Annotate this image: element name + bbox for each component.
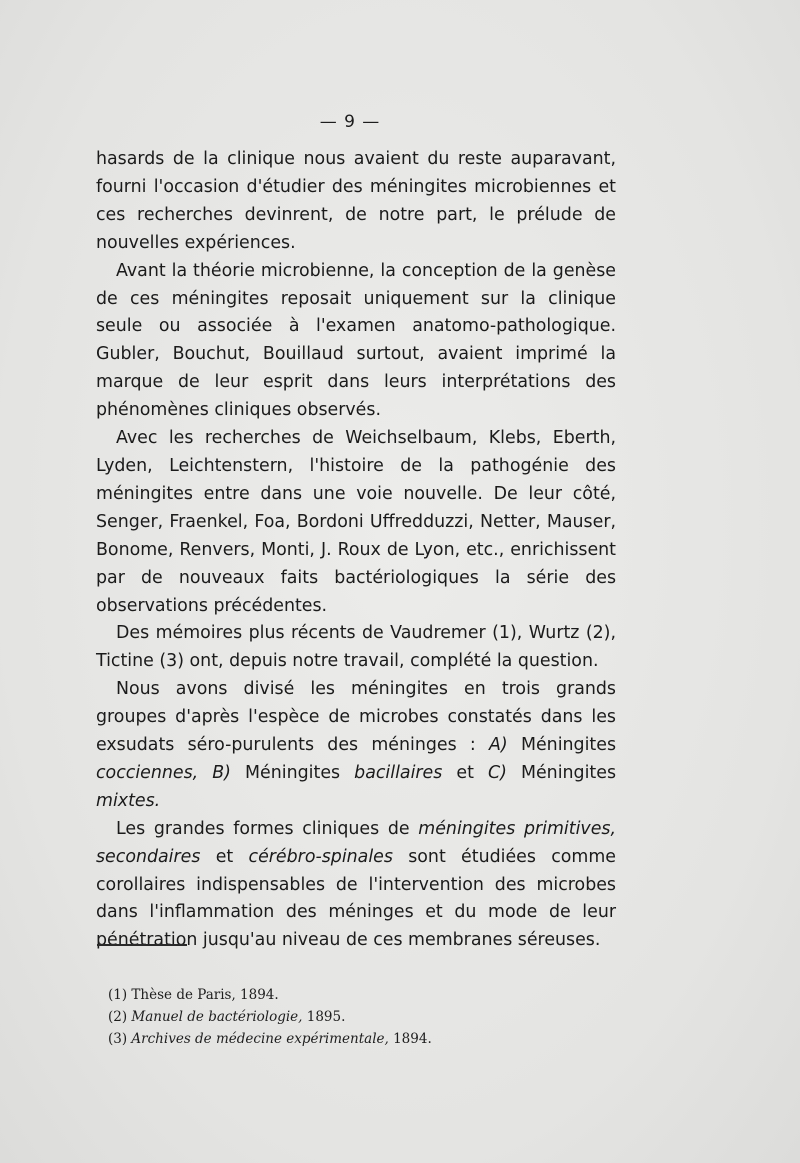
footnote: [108, 984, 528, 1006]
paragraph: [96, 816, 616, 956]
italic-text: bacillaires: [354, 762, 443, 783]
italic-text: C): [487, 762, 507, 783]
page-number: — 9 —: [319, 112, 381, 132]
text-run: Méningites: [506, 762, 617, 783]
paragraph: [96, 146, 616, 258]
text-run: hasards de la clinique nous avaient du reste auparavant, fourni l'occasion d'étudier des méningites microbiennes et ces recherches devinrent, de notre part, le prélude de nouvelles expériences.: [96, 149, 616, 253]
text-run: 1894.: [388, 1031, 432, 1047]
footnote-marker: (3): [108, 1031, 128, 1047]
text-run: et: [200, 846, 249, 867]
body-text: [96, 146, 616, 955]
text-run: sont étudiées comme corollaires indispensables de l'intervention des microbes dans l'inflammation des méninges et du mode de leur pénétration jusqu'au niveau de ces membranes séreuses.: [96, 846, 616, 951]
text-run: Méningites: [507, 735, 617, 756]
paragraph: [96, 258, 616, 425]
footnote: [108, 1028, 528, 1050]
text-run: Les grandes formes cliniques de: [116, 818, 419, 839]
italic-text: Archives de médecine expérimentale,: [131, 1031, 389, 1047]
paragraph: [96, 425, 616, 620]
italic-text: cérébro-spinales: [248, 846, 393, 867]
italic-text: cocciennes, B): [96, 762, 231, 783]
footnote-divider: [97, 944, 187, 946]
footnote-marker: (1): [108, 987, 128, 1003]
text-run: Nous avons divisé les méningites en trois grands groupes d'après l'espèce de microbes constatés dans les exsudats séro-purulents des méninges :: [96, 679, 616, 756]
italic-text: A): [489, 735, 508, 756]
italic-text: mixtes.: [96, 790, 161, 811]
text-run: 1895.: [302, 1009, 346, 1025]
text-run: et: [442, 762, 488, 783]
footnote: [108, 1006, 528, 1028]
text-run: Méningites: [230, 762, 355, 783]
text-run: Avec les recherches de Weichselbaum, Klebs, Eberth, Lyden, Leichtenstern, l'histoire de la pathogénie des méningites entre dans une voie nouvelle. De leur côté, Senger, Fraenkel, Foa, Bordoni Uffredduzzi, Netter, Mauser, Bonome, Renvers, Monti, J. Roux de Lyon, etc., enrichissent par de nouveaux faits bactériologiques la série des observations précédentes.: [96, 428, 616, 616]
footnote-marker: (2): [108, 1009, 128, 1025]
text-run: Avant la théorie microbienne, la conception de la genèse de ces méningites reposait uniquement sur la clinique seule ou associée à l'examen anatomo-pathologique. Gubler, Bouchut, Bouillaud surtout, avaient imprimé la marque de leur esprit dans leurs interprétations des phénomènes cliniques observés.: [96, 260, 616, 421]
paragraph: [96, 620, 616, 676]
text-run: Thèse de Paris, 1894.: [127, 987, 279, 1003]
text-run: Des mémoires plus récents de Vaudremer (1), Wurtz (2), Tictine (3) ont, depuis notre travail, complété la question.: [96, 623, 616, 672]
footnotes: [108, 984, 528, 1050]
paragraph: [96, 676, 616, 816]
italic-text: Manuel de bactériologie,: [131, 1009, 303, 1025]
italic-text: méningites primitives, secondaires: [96, 818, 616, 867]
